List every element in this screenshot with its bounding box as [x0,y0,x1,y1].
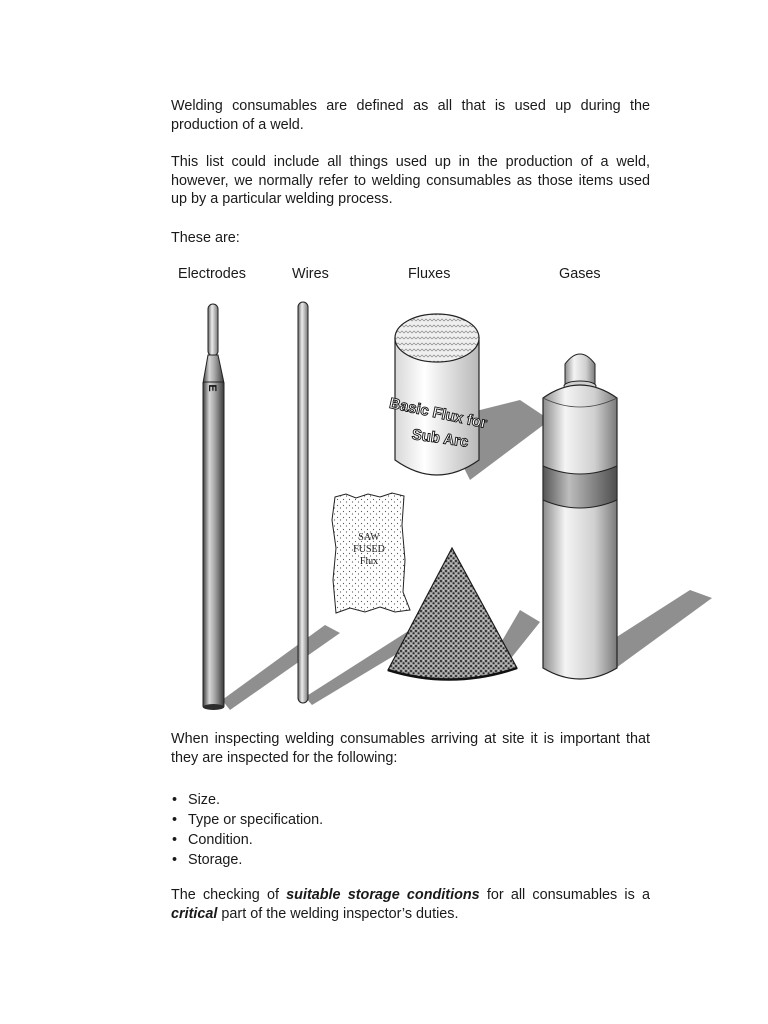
bullet-icon: • [172,852,178,868]
electrode-marking: E [206,384,218,392]
gas-cylinder-illustration [543,354,617,679]
bullet-icon: • [172,792,178,808]
flux-can-illustration [395,314,479,475]
list-item [171,850,323,870]
bullet-icon: • [172,812,178,828]
list-item-text: Type or specification. [188,812,324,828]
list-item-text: Size. [188,792,220,808]
bullet-icon: • [172,832,178,848]
consumables-illustration [0,290,768,720]
closing-paragraph [171,886,650,923]
intro-paragraph: Welding consumables are defined as all that is used up during the production of a weld. [171,98,650,133]
closing-text-part1: The checking of [171,887,287,903]
list-item-text: Storage. [188,852,243,868]
closing-text-part3: part of the welding inspector’s duties. [217,905,459,922]
flux-can-label-line1: Basic Flux for [387,394,489,433]
flux-bag-label-line1: SAW [358,532,380,543]
list-item-text: Condition. [188,832,253,848]
category-label-electrodes: Electrodes [178,266,246,282]
emphasis-critical: critical [171,905,218,922]
flux-bag-label-line2: FUSED [353,544,385,555]
electrode-illustration [203,304,224,710]
list-item [171,830,323,850]
list-item [171,790,323,810]
category-label-gases: Gases [559,266,601,282]
inspection-paragraph: When inspecting welding consumables arriving at site it is important that they are inspected for the following: [171,731,650,766]
wire-illustration [298,302,308,703]
category-label-wires: Wires [292,266,329,282]
flux-bag-label-line3: Flux [359,556,379,567]
emphasis-storage-conditions: suitable storage conditions [286,887,480,903]
flux-cone-illustration [388,548,517,680]
list-intro: These are: [171,230,240,246]
closing-text-part2: for all consumables is a [479,887,651,903]
inspection-checklist [171,790,323,870]
list-item [171,810,323,830]
flux-can-label-line2: Sub Arc [410,426,470,451]
description-paragraph: This list could include all things used up in the production of a weld, however, we normally refer to welding consumables as those items used up by a particular welding process. [171,154,650,207]
category-label-fluxes: Fluxes [408,266,451,282]
